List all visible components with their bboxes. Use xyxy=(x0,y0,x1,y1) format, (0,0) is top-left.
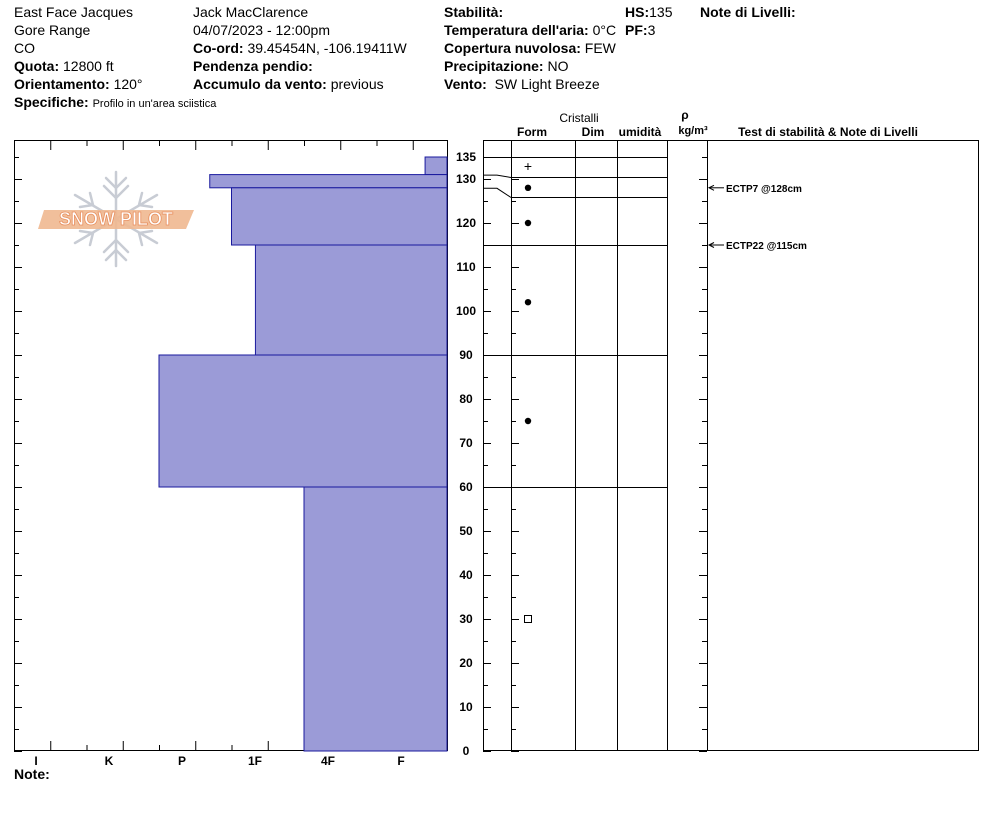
precip-value: NO xyxy=(547,58,569,74)
grain-round-1 xyxy=(525,185,531,191)
note-label: Note: xyxy=(14,766,50,782)
coord-value: 39.45454N, -106.19411W xyxy=(247,40,407,56)
observation-datetime: 04/07/2023 - 12:00pm xyxy=(193,22,330,38)
height-label-70: 70 xyxy=(459,436,473,450)
logo-text: SNOW PILOT xyxy=(59,209,173,229)
aspect-value: 120° xyxy=(113,76,143,92)
wind-value: SW Light Breeze xyxy=(494,76,600,92)
hs-value: 135 xyxy=(649,4,673,20)
grain-faceted-5 xyxy=(525,616,532,623)
hardness-label-1F: 1F xyxy=(247,754,263,768)
elevation-label: Quota: xyxy=(14,58,60,74)
dim-header: Dim xyxy=(581,125,605,139)
stability-test-label-0: ECTP7 @128cm xyxy=(726,183,802,195)
specifics-label: Specifiche: xyxy=(14,94,89,110)
height-label-100: 100 xyxy=(455,304,477,318)
height-label-110: 110 xyxy=(456,260,476,274)
state-name: CO xyxy=(14,40,35,56)
wind-loading-value: previous xyxy=(330,76,384,92)
hardness-label-K: K xyxy=(104,754,114,768)
range-name: Gore Range xyxy=(14,22,91,38)
hardness-label-F: F xyxy=(397,754,405,768)
pf-value: 3 xyxy=(647,22,656,38)
form-header: Form xyxy=(517,125,547,139)
coord-label: Co-ord: xyxy=(193,40,244,56)
grain-symbols xyxy=(524,158,532,623)
stability-label: Stabilità: xyxy=(444,4,504,20)
crystal-table-frame xyxy=(484,141,979,751)
height-label-20: 20 xyxy=(459,656,473,670)
location-name: East Face Jacques xyxy=(14,4,134,20)
precip-label: Precipitazione: xyxy=(444,58,544,74)
height-label-50: 50 xyxy=(459,524,473,538)
height-label-130: 130 xyxy=(455,172,477,186)
wind-label: Vento: xyxy=(444,76,487,92)
grain-round-2 xyxy=(525,220,531,226)
hardness-label-4F: 4F xyxy=(320,754,336,768)
hs-label: HS: xyxy=(625,4,650,20)
grain-round-3 xyxy=(525,299,531,305)
elevation-value: 12800 ft xyxy=(63,58,114,74)
height-label-135: 135 xyxy=(455,150,477,164)
height-label-10: 10 xyxy=(459,700,473,714)
height-label-30: 30 xyxy=(459,612,473,626)
height-label-60: 60 xyxy=(459,480,473,494)
layer-bar-2 xyxy=(232,188,448,245)
hardness-labels xyxy=(34,754,404,768)
layer-bar-1 xyxy=(210,175,447,188)
specifics-value: Profilo in un'area sciistica xyxy=(92,98,217,110)
rho-header: ρ xyxy=(681,108,689,122)
height-label-90: 90 xyxy=(459,348,473,362)
stability-test-label-1: ECTP22 @115cm xyxy=(726,241,807,252)
connector-line-128 xyxy=(483,188,511,197)
height-label-40: 40 xyxy=(459,568,473,582)
table-ticks xyxy=(483,158,707,752)
layer-bar-0 xyxy=(425,157,447,175)
hardness-label-P: P xyxy=(177,754,187,768)
height-axis-labels xyxy=(456,150,476,758)
cloud-value: FEW xyxy=(584,40,616,56)
layer-notes-label: Note di Livelli: xyxy=(700,4,796,20)
stability-tests xyxy=(709,184,807,252)
air-temp-label: Temperatura dell'aria: xyxy=(444,22,589,38)
cristalli-header: Cristalli xyxy=(559,111,599,125)
layer-bar-5 xyxy=(304,487,447,751)
pf-label: PF: xyxy=(625,22,648,38)
density-unit-header: kg/m³ xyxy=(678,125,708,137)
snow-pilot-logo xyxy=(38,172,194,266)
grain-round-4 xyxy=(525,418,531,424)
wind-loading-label: Accumulo da vento: xyxy=(193,76,327,92)
layer-connector-lines xyxy=(483,158,511,488)
layer-bar-4 xyxy=(159,355,447,487)
hardness-label-I: I xyxy=(34,754,38,768)
aspect-label: Orientamento: xyxy=(14,76,110,92)
layer-bars xyxy=(159,157,447,751)
connector-line-131 xyxy=(483,175,511,177)
air-temp-value: 0°C xyxy=(592,22,617,38)
cloud-label: Copertura nuvolosa: xyxy=(444,40,581,56)
umidita-header: umidità xyxy=(618,125,662,139)
grain-new-snow-0: + xyxy=(523,157,533,174)
tests-notes-header: Test di stabilità & Note di Livelli xyxy=(738,125,918,139)
slope-label: Pendenza pendio: xyxy=(193,58,313,74)
observer-name: Jack MacClarence xyxy=(193,4,309,20)
height-label-0: 0 xyxy=(462,744,470,758)
height-label-80: 80 xyxy=(459,392,473,406)
height-label-120: 120 xyxy=(455,216,477,230)
table-layer-rows xyxy=(511,158,667,488)
layer-bar-3 xyxy=(255,245,447,355)
